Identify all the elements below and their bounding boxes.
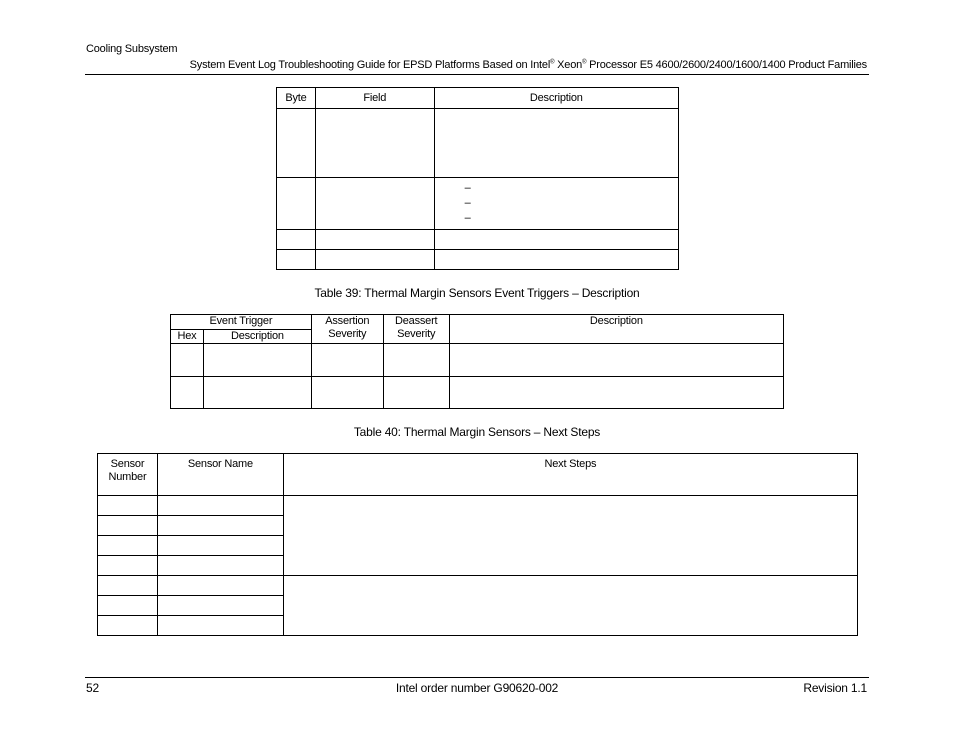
document-title-part3: Processor E5 4600/2600/2400/1600/1400 Product Families: [586, 59, 867, 71]
col-header-event-trigger: Event Trigger: [171, 315, 312, 330]
col-header-sensor-name: Sensor Name: [157, 454, 283, 496]
col-header-description: Description: [449, 315, 783, 344]
table-cell: [157, 516, 283, 536]
col-header-sensor-number: Sensor Number: [98, 454, 158, 496]
table-cell: [171, 377, 204, 409]
col-header-trigger-description: Description: [203, 330, 311, 344]
table-cell: [277, 230, 316, 250]
table-row: [98, 496, 858, 516]
table-cell: [315, 109, 434, 178]
page-number: 52: [86, 681, 99, 695]
section-title: Cooling Subsystem: [86, 43, 178, 55]
footer-rule: [85, 677, 869, 678]
document-title-part2: Xeon: [554, 59, 583, 71]
registered-mark-1: ®: [550, 59, 555, 66]
table-row: [277, 109, 679, 178]
table-row: [277, 250, 679, 270]
col-header-deassert-severity: Deassert Severity: [383, 315, 449, 344]
table-cell: [203, 344, 311, 377]
table-row: [277, 178, 679, 230]
table-cell: [277, 178, 316, 230]
table-header-row: [98, 454, 858, 496]
table-cell: [315, 178, 434, 230]
table-cell: [98, 576, 158, 596]
event-triggers-table: [170, 314, 784, 409]
table-row: [277, 230, 679, 250]
table-cell: [98, 496, 158, 516]
table-cell: [157, 536, 283, 556]
col-header-hex: Hex: [171, 330, 204, 344]
table-cell: [98, 556, 158, 576]
table-cell: [98, 596, 158, 616]
next-steps-table: [97, 453, 858, 636]
header-rule: [85, 74, 869, 75]
table-row: [171, 377, 784, 409]
document-title-part1: System Event Log Troubleshooting Guide for EPSD Platforms Based on Intel: [189, 59, 551, 71]
col-header-description: Description: [434, 88, 678, 109]
table-cell: [383, 377, 449, 409]
table-cell: [311, 344, 383, 377]
dash-item: –: [464, 182, 471, 194]
dash-item: –: [464, 197, 471, 209]
table-cell: [277, 250, 316, 270]
table-cell: [157, 576, 283, 596]
next-steps-cell: [283, 496, 857, 576]
table-cell: [203, 377, 311, 409]
table-cell: [98, 616, 158, 636]
table-header-row: [171, 315, 784, 330]
table-cell: [98, 516, 158, 536]
document-title: [190, 59, 867, 71]
table-cell: [315, 230, 434, 250]
table-cell: [315, 250, 434, 270]
sel-format-table: [276, 87, 679, 270]
table-row: [98, 576, 858, 596]
table-row: [171, 344, 784, 377]
table-cell: [434, 250, 678, 270]
table-cell: [98, 536, 158, 556]
registered-mark-2: ®: [582, 59, 587, 66]
table-cell: [157, 596, 283, 616]
next-steps-cell: [283, 576, 857, 636]
col-header-field: Field: [315, 88, 434, 109]
table-header-row: [277, 88, 679, 109]
col-header-byte: Byte: [277, 88, 316, 109]
table-cell: [434, 178, 678, 230]
table-cell: [311, 377, 383, 409]
table-cell: [434, 230, 678, 250]
table-cell: [277, 109, 316, 178]
revision: Revision 1.1: [803, 681, 867, 695]
table-cell: [157, 556, 283, 576]
table-cell: [434, 109, 678, 178]
col-header-assertion-severity: Assertion Severity: [311, 315, 383, 344]
dash-item: –: [464, 212, 471, 224]
order-number: Intel order number G90620-002: [395, 681, 559, 695]
table-cell: [157, 616, 283, 636]
table-cell: [157, 496, 283, 516]
table-cell: [449, 344, 783, 377]
table-39-caption: Table 39: Thermal Margin Sensors Event Triggers – Description: [314, 286, 640, 300]
table-cell: [171, 344, 204, 377]
table-cell: [449, 377, 783, 409]
col-header-next-steps: Next Steps: [283, 454, 857, 496]
table-40-caption: Table 40: Thermal Margin Sensors – Next Steps: [353, 425, 601, 439]
table-cell: [383, 344, 449, 377]
